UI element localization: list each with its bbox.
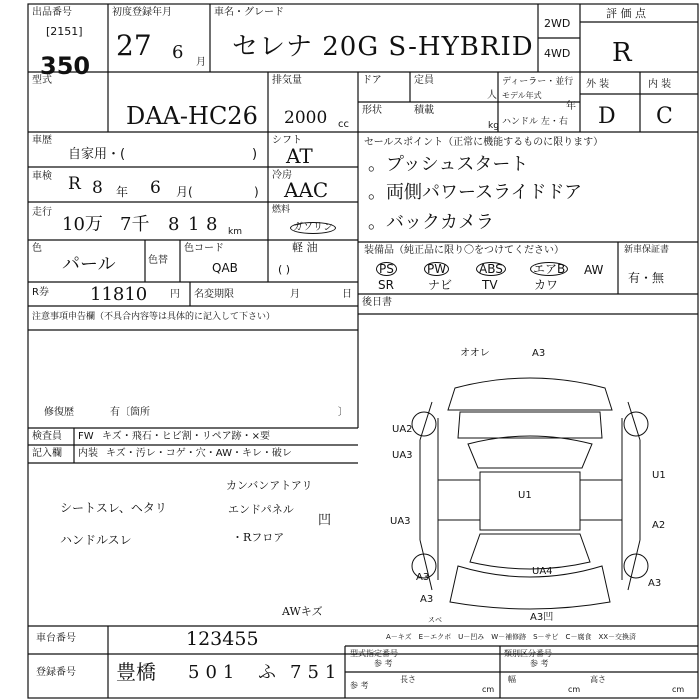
remark-signboard: カンバンアトアリ <box>226 479 313 492</box>
equipment-label: 装備品（純正品に限り〇をつけてください） <box>364 245 564 256</box>
equip-ps-circled: PS <box>376 262 397 276</box>
equip-aw: AW <box>584 263 604 277</box>
mark-rear-left-a3: A3 <box>420 594 434 605</box>
notes-label: 注意事項申告欄（不具合内容等は具体的に記入して下さい） <box>32 312 276 322</box>
plate-kana: ふ <box>258 662 276 683</box>
warranty-value: 有・無 <box>628 271 665 285</box>
class-ref: 参 考 <box>530 659 549 668</box>
reg-year: 27 <box>116 29 152 62</box>
recycle-unit: 円 <box>170 289 180 300</box>
equip-airbag-circled: エアB <box>530 262 568 276</box>
model-year-unit: 年 <box>566 101 576 112</box>
type-value: DAA-HC26 <box>126 102 258 130</box>
inspection-month-unit: 月( <box>176 185 193 199</box>
mark-roof-u1: U1 <box>518 490 532 501</box>
mileage-digit1: 8 <box>168 214 180 235</box>
mark-front-a3: A3 <box>532 348 546 359</box>
height-label: 高さ <box>590 675 606 684</box>
reg-month-unit: 月 <box>196 57 206 68</box>
mark-front-bend: オオレ <box>460 348 490 359</box>
lot-code: [2151] <box>46 25 83 38</box>
drive-4wd: 4WD <box>544 47 571 60</box>
mileage-unit: km <box>228 227 242 237</box>
lot-label: 出品番号 <box>32 7 72 18</box>
inspector-label: 検査員 <box>32 431 62 442</box>
history-label: 車歴 <box>32 135 52 146</box>
reg-month: 6 <box>172 42 184 63</box>
mileage-digit3: 8 <box>206 214 218 235</box>
name-label: 車名・グレード <box>214 7 284 18</box>
color-value: パール <box>62 254 116 275</box>
plate-class: 501 <box>188 662 241 683</box>
ref-label-bottom: 参 考 <box>350 681 369 690</box>
shape-label: 形状 <box>362 105 382 116</box>
mark-rear-slip: スベ <box>428 616 442 624</box>
equip-leather: カワ <box>534 278 559 292</box>
wheel-front-left <box>412 412 436 436</box>
height-unit: cm <box>672 685 685 694</box>
exterior-label: 外 装 <box>586 79 610 90</box>
aw-note: AWキズ <box>282 605 323 618</box>
mark-rear-ua4: UA4 <box>532 566 553 577</box>
damage-legend: A－キズ E－エクボ U－凹み W－補修跡 S－サビ C－腐食 XX－交換済 <box>386 633 637 641</box>
fuel-value <box>290 222 336 234</box>
equip-abs <box>476 262 506 276</box>
door-label: ドア <box>362 75 382 86</box>
remark-endpanel: エンドパネル <box>228 503 294 516</box>
car-hood <box>458 412 602 438</box>
fuel-diesel: 軽 油 <box>292 241 318 254</box>
fw-text: キズ・飛石・ヒビ割・リペア跡・×要 <box>102 431 270 442</box>
entry-label: 記入欄 <box>32 448 62 459</box>
interior-check-text: キズ・汚レ・コゲ・穴・AW・キレ・破レ <box>106 448 292 459</box>
remark-rfloor: ・Rフロア <box>232 531 285 544</box>
repair-close: 〕 <box>338 407 348 418</box>
equip-pw-circled: PW <box>424 262 449 276</box>
car-windshield <box>468 436 592 468</box>
interior-check-label: 内装 <box>78 448 98 459</box>
car-roof <box>480 472 580 530</box>
mileage-man: 10万 <box>62 214 103 235</box>
mark-left-ua3-lower: UA3 <box>390 516 411 527</box>
wheel-front-right <box>624 412 648 436</box>
car-front-outline <box>448 378 612 410</box>
type-label: 型式 <box>32 75 52 86</box>
fuel-other: ( ) <box>278 263 291 276</box>
equip-sr: SR <box>378 278 394 292</box>
color-code-label: 色コード <box>184 243 224 254</box>
ac-value: AAC <box>284 178 329 202</box>
disp-value: 2000 <box>284 108 328 128</box>
fw-label: FW <box>78 431 94 442</box>
plate-number: 751 <box>290 662 343 683</box>
interior-label: 内 装 <box>648 79 672 90</box>
exterior-grade: D <box>598 104 616 129</box>
plate-region: 豊橋 <box>116 660 156 684</box>
equip-navi: ナビ <box>428 278 453 292</box>
width-label: 幅 <box>508 675 516 684</box>
inspection-year: 8 <box>92 178 103 198</box>
length-label: 長さ <box>400 675 416 684</box>
mileage-sen: 7千 <box>120 214 150 235</box>
after-doc-label: 後日書 <box>362 297 392 308</box>
load-unit: kg <box>488 121 499 131</box>
mark-right-a3: A3 <box>648 578 662 589</box>
inspection-era: R <box>68 174 81 194</box>
overall-grade: R <box>612 38 632 68</box>
sales-label: セールスポイント（正常に機能するものに限ります） <box>364 137 604 148</box>
warranty-label: 新車保証書 <box>624 245 670 255</box>
ac-label: 冷房 <box>272 170 292 181</box>
shift-label: シフト <box>272 135 302 146</box>
equip-abs-circled: ABS <box>476 262 506 276</box>
grade-label: 評 価 点 <box>606 7 646 20</box>
dealer-label: ディーラー・並行 <box>502 77 574 87</box>
mark-left-ua2: UA2 <box>392 424 413 435</box>
disp-unit: cc <box>338 119 349 130</box>
equip-tv: TV <box>482 278 498 292</box>
capacity-label: 定員 <box>414 75 434 86</box>
sales-item-1: 。プッシュスタート <box>368 154 529 175</box>
width-unit: cm <box>568 685 581 694</box>
remark-dent: 凹 <box>318 513 332 528</box>
sales-item-3: 。バックカメラ <box>368 212 494 233</box>
reg-limit-label: 名変期限 <box>194 289 234 300</box>
inspection-month: 6 <box>150 178 161 198</box>
mark-right-a2: A2 <box>652 520 666 531</box>
model-year-label: モデル年式 <box>502 91 542 100</box>
history-close: ) <box>252 147 258 162</box>
spec-label: 型式指定番号 <box>350 649 398 658</box>
class-label: 類別区分番号 <box>504 649 552 658</box>
car-damage-diagram <box>380 340 680 630</box>
shift-value: AT <box>286 144 313 168</box>
equip-pw <box>424 262 449 276</box>
drive-2wd: 2WD <box>544 17 571 30</box>
mileage-label: 走行 <box>32 207 52 218</box>
fuel-gasoline-circled: ガソリン <box>290 222 336 234</box>
color-change-label: 色替 <box>148 255 168 266</box>
remark-seat: シートスレ、ヘタリ <box>60 501 167 515</box>
disp-label: 排気量 <box>272 75 302 86</box>
spec-ref: 参 考 <box>374 659 393 668</box>
car-rear <box>450 566 610 609</box>
chassis-value: 123455 <box>186 628 259 650</box>
car-rear-window <box>470 534 590 569</box>
mark-rear-a3-dent: A3凹 <box>530 612 554 623</box>
equip-airbag <box>530 262 568 276</box>
equip-ps <box>376 262 397 276</box>
mark-left-ua3: UA3 <box>392 450 413 461</box>
interior-grade: C <box>656 104 673 129</box>
repair-label: 修復歴 <box>44 407 74 418</box>
length-unit: cm <box>482 685 495 694</box>
remark-handle: ハンドルスレ <box>60 533 132 547</box>
inspection-close: ) <box>254 185 259 199</box>
recycle-value: 11810 <box>90 284 148 305</box>
color-label: 色 <box>32 243 42 254</box>
capacity-unit: 人 <box>487 90 497 101</box>
fuel-label: 燃料 <box>272 205 291 215</box>
reg-limit-day: 日 <box>342 289 352 300</box>
color-code-value: QAB <box>212 261 238 275</box>
inspection-label: 車検 <box>32 171 52 182</box>
repair-value: 有〔箇所 <box>110 407 150 418</box>
car-name: セレナ 20G S-HYBRID <box>232 32 534 62</box>
history-value: 自家用・( <box>68 147 126 162</box>
handle-label: ハンドル 左・右 <box>502 117 568 127</box>
chassis-label: 車台番号 <box>36 633 76 644</box>
mileage-digit2: 1 <box>188 214 200 235</box>
inspection-year-unit: 年 <box>116 185 129 199</box>
plate-label: 登録番号 <box>36 667 76 678</box>
mark-left-a3: A3 <box>416 572 430 583</box>
reg-limit-month: 月 <box>290 289 300 300</box>
mark-right-u1: U1 <box>652 470 666 481</box>
lot-number: 350 <box>40 52 91 80</box>
reg-label: 初度登録年月 <box>112 7 172 18</box>
sales-item-2: 。両側パワースライドドア <box>368 182 583 203</box>
recycle-label: R券 <box>32 287 49 298</box>
load-label: 積載 <box>414 105 434 116</box>
